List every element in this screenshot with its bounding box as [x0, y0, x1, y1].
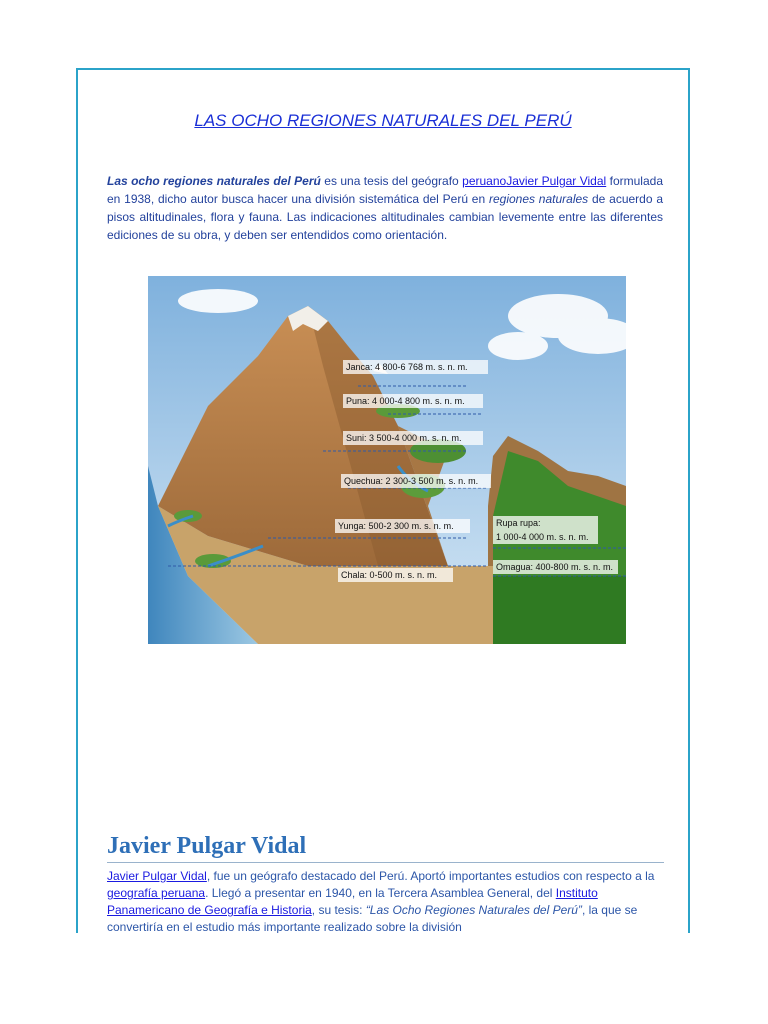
intro-text-3: de acuerdo a pisos altitudinales, flora y fauna. Las indicaciones altitudinales cambian levemente entre las diferentes ediciones de su obra, y deben ser entendidos como orientación.	[107, 192, 664, 242]
link-peruano[interactable]: peruano	[462, 174, 507, 188]
bio-thesis-italic: “Las Ocho Regiones Naturales del Perú”	[365, 903, 582, 917]
label-janca: Janca: 4 800-6 768 m. s. n. m.	[346, 362, 468, 372]
label-rupa-title: Rupa rupa:	[496, 518, 541, 528]
label-yunga: Yunga: 500-2 300 m. s. n. m.	[338, 521, 454, 531]
link-name[interactable]: Javier Pulgar Vidal	[107, 869, 207, 883]
link-geografia[interactable]: geografía peruana	[107, 886, 206, 900]
label-rupa-range: 1 000-4 000 m. s. n. m.	[496, 532, 589, 542]
intro-bold-lead: Las ocho regiones naturales del Perú	[107, 174, 321, 188]
intro-text-2: formulada en 1938, dicho autor busca hacer una división sistemática del Perú en	[107, 174, 663, 206]
link-instituto[interactable]: Instituto Panamericano de Geografía e Historia	[107, 886, 598, 917]
bio-text-1: , fue un geógrafo destacado del Perú. Aportó importantes estudios con respecto a la	[206, 869, 655, 883]
intro-italic-regions: regiones naturales	[488, 192, 589, 206]
intro-paragraph	[107, 172, 663, 244]
document-frame	[76, 68, 690, 933]
label-omagua: Omagua: 400-800 m. s. n. m.	[496, 562, 614, 572]
label-puna: Puna: 4 000-4 800 m. s. n. m.	[346, 396, 465, 406]
label-chala: Chala: 0-500 m. s. n. m.	[341, 570, 438, 580]
label-suni: Suni: 3 500-4 000 m. s. n. m.	[346, 433, 462, 443]
page-title: LAS OCHO REGIONES NATURALES DEL PERÚ	[194, 111, 572, 130]
section-heading: Javier Pulgar Vidal	[107, 833, 307, 859]
bio-paragraph	[107, 868, 667, 933]
bio-text-4: , la que se convertiría en el estudio más importante realizado sobre la división	[107, 903, 638, 933]
bio-text-2: . Llegó a presentar en 1940, en la Tercera Asamblea General, del	[205, 886, 556, 900]
bio-text-3: , su tesis:	[311, 903, 366, 917]
intro-text-1: es una tesis del geógrafo	[320, 174, 463, 188]
regions-illustration	[148, 276, 626, 644]
link-author[interactable]: Javier Pulgar Vidal	[506, 174, 607, 188]
label-quechua: Quechua: 2 300-3 500 m. s. n. m.	[344, 476, 479, 486]
heading-rule	[107, 862, 664, 863]
